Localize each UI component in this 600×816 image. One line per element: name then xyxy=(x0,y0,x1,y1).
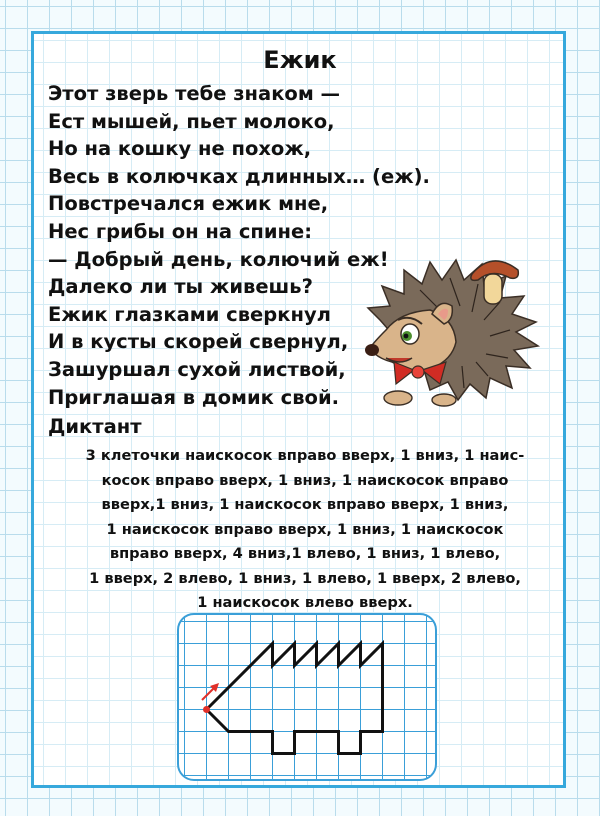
page-title: Ежик xyxy=(263,46,337,74)
poem-line: Весь в колючках длинных… (еж). xyxy=(48,164,430,188)
poem-line: Далеко ли ты живешь? xyxy=(48,275,313,299)
poem-line: Нес грибы он на спине: xyxy=(48,219,313,243)
dictation-instructions xyxy=(45,444,565,616)
dictation-line: вверх,1 вниз, 1 наискосок вправо вверх, 1 вниз, xyxy=(101,496,509,513)
dictation-line: вправо вверх, 4 вниз,1 влево, 1 вниз, 1 влево, xyxy=(109,545,501,562)
dictation-title: Диктант xyxy=(48,415,142,438)
poem-line: — Добрый день, колючий еж! xyxy=(48,247,389,271)
hedgehog-with-mushroom-icon xyxy=(360,250,550,415)
poem-line: Ежик глазками сверкнул xyxy=(48,302,331,326)
dictation-line: косок вправо вверх, 1 вниз, 1 наискосок вправо xyxy=(101,471,509,489)
dictation-line: 1 вверх, 2 влево, 1 вниз, 1 влево, 1 вверх, 2 влево, xyxy=(89,569,521,587)
poem-line: Зашуршал сухой листвой, xyxy=(48,357,346,381)
poem-line: Но на кошку не похож, xyxy=(48,137,312,161)
poem-line: Приглашая в домик свой. xyxy=(48,385,340,409)
poem-line: Повстречался ежик мне, xyxy=(48,192,329,216)
hedgehog-grid-drawing xyxy=(176,612,438,782)
dictation-line: 1 наискосок вправо вверх, 1 вниз, 1 наискосок xyxy=(106,520,504,538)
poem-line: Ест мышей, пьет молоко, xyxy=(48,109,335,133)
poem-line: И в кусты скорей свернул, xyxy=(48,330,349,354)
dictation-line: 1 наискосок влево вверх. xyxy=(197,594,413,611)
poem-line: Этот зверь тебе знаком — xyxy=(48,82,341,105)
dictation-line: 3 клеточки наискосок вправо вверх, 1 вниз, 1 наис- xyxy=(85,447,525,464)
